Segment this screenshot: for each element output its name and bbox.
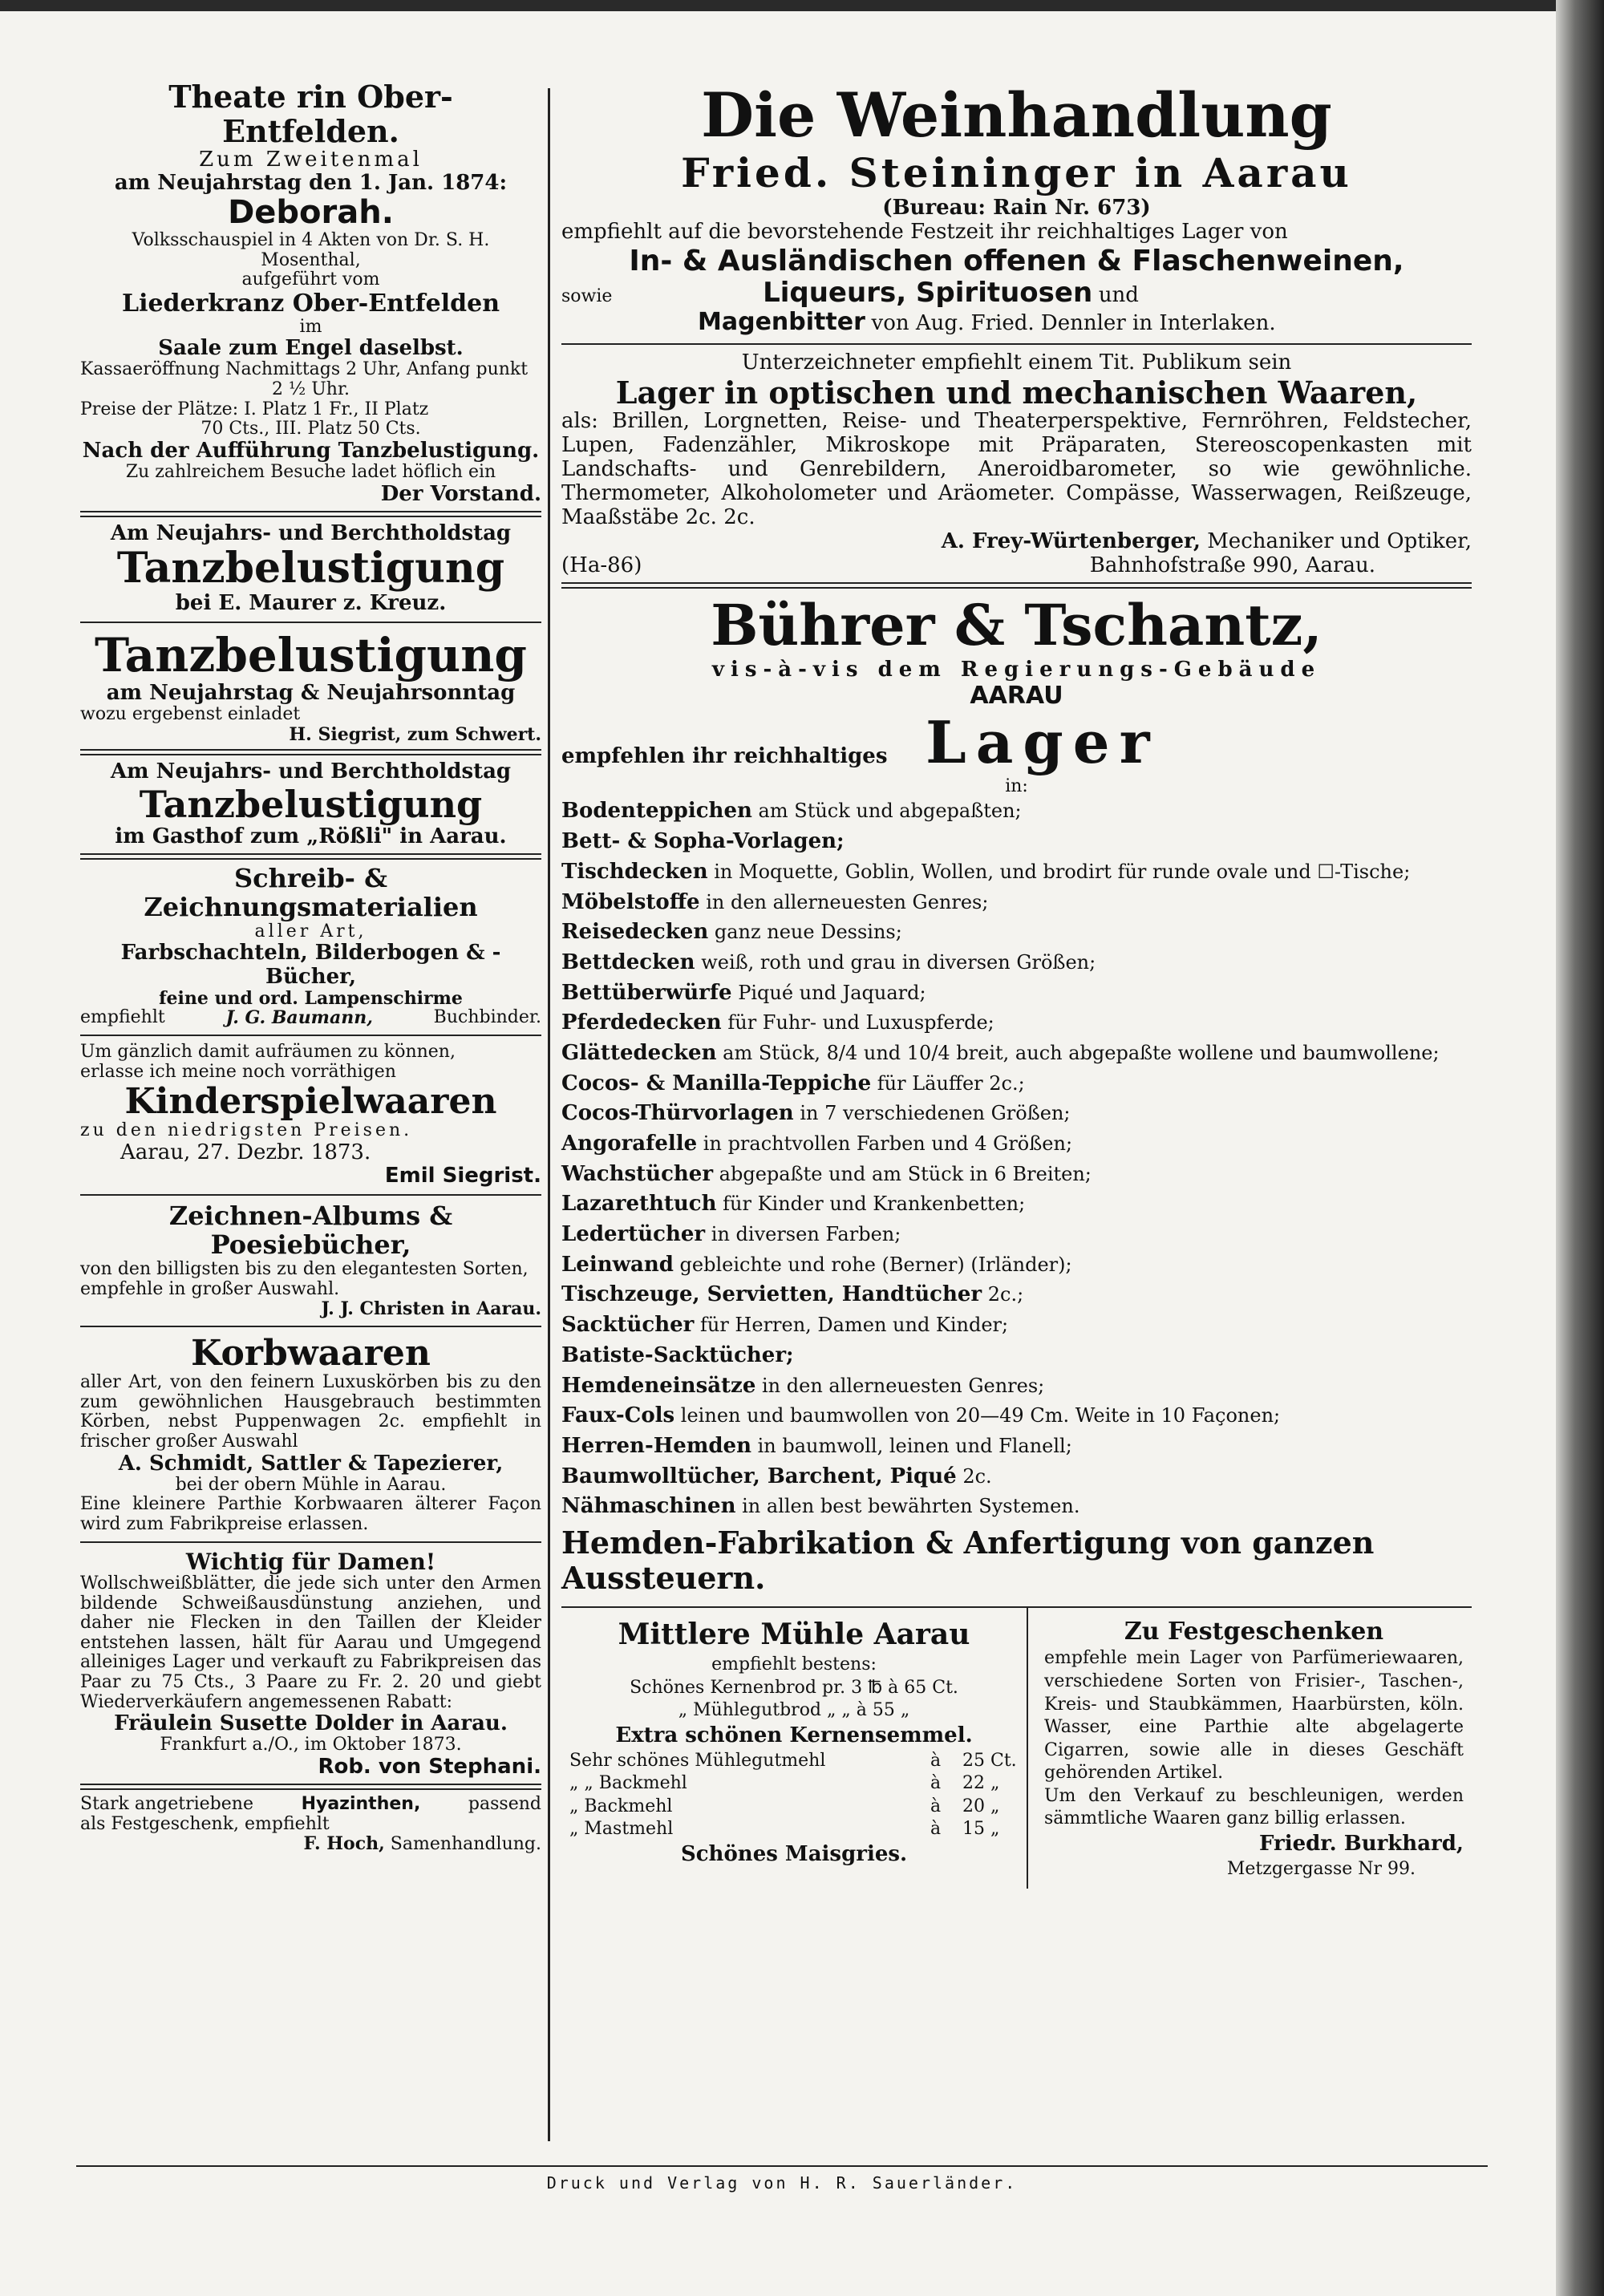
right-column xyxy=(561,80,1472,1889)
buehrer-footer: Hemden-Fabrikation & Anfertigung von ganzen Aussteuern. xyxy=(561,1524,1375,1596)
baskets-line2: Eine kleinere Parthie Korbwaaren älterer Façon wird zum Fabrikpreise erlassen. xyxy=(80,1494,541,1534)
baskets-line1: bei der obern Mühle in Aarau. xyxy=(175,1474,447,1495)
ad-baskets xyxy=(80,1334,541,1535)
separator xyxy=(80,1035,541,1036)
wine-office: (Bureau: Rain Nr. 673) xyxy=(882,195,1151,220)
list-item xyxy=(561,917,1472,948)
ad-gifts xyxy=(1028,1608,1472,1889)
list-item-text: für Herren, Damen und Kinder; xyxy=(694,1314,1009,1337)
list-item xyxy=(561,1371,1472,1402)
list-item xyxy=(561,948,1472,978)
gifts-sign: Friedr. Burkhard, xyxy=(1259,1832,1464,1857)
list-item-bold: Cocos-Thürvorlagen xyxy=(561,1101,794,1126)
theater-line1: Zum Zweitenmal xyxy=(199,148,423,172)
list-item-text: leinen und baumwollen von 20—49 Cm. Weite in 10 Façonen; xyxy=(674,1404,1281,1427)
list-item-bold: Lazarethtuch xyxy=(561,1192,717,1217)
ad-hyacinths xyxy=(80,1795,541,1855)
list-item xyxy=(561,1492,1472,1522)
list-item-bold: Nähmaschinen xyxy=(561,1494,736,1519)
theater-line8: 2 ½ Uhr. xyxy=(271,379,350,399)
separator xyxy=(561,582,1472,589)
list-item-bold: Faux-Cols xyxy=(561,1403,675,1428)
list-item-bold: Glättedecken xyxy=(561,1040,717,1065)
list-item xyxy=(561,1008,1472,1039)
albums-sign: J. J. Christen in Aarau. xyxy=(321,1298,541,1320)
wine-line3c: und xyxy=(1098,283,1139,308)
column-divider xyxy=(548,88,550,2141)
toys-line2: erlasse ich meine noch vorräthigen xyxy=(80,1061,396,1082)
table-cell: à xyxy=(930,1819,942,1840)
optics-text: als: Brillen, Lorgnetten, Reise- und Theaterperspektive, Fernröhren, Feldstecher, Lupen, Fadenzähler, Mikroskope mit Präparaten, Stereoscopenkasten mit Landschafts- und Genrebildern, Aneroidbarometer, so wie gewöhnliche. Thermometer, Alkoholometer und Aräometer. Compässe, Wasserwagen, Reißzeuge, Maaßstäbe 2c. 2c. xyxy=(561,409,1472,529)
theater-line10: 70 Cts., III. Platz 50 Cts. xyxy=(200,419,421,439)
separator xyxy=(80,1541,541,1543)
theater-line4: aufgeführt vom xyxy=(241,269,380,290)
page-binding xyxy=(1556,0,1604,2296)
hyacinths-signline xyxy=(80,1834,541,1855)
dance3-line2: im Gasthof zum „Rößli" in Aarau. xyxy=(115,824,507,849)
table-cell: „ „ Backmehl xyxy=(569,1773,687,1794)
list-item-bold: Wachstücher xyxy=(561,1161,714,1186)
stationery-line4c: Buchbinder. xyxy=(433,1007,541,1028)
stationery-title: Schreib- & Zeichnungsmaterialien xyxy=(144,863,478,922)
stationery-line4a: empfiehlt xyxy=(80,1007,165,1028)
wine-line1: empfiehlt auf die bevorstehende Festzeit ihr reichhaltiges Lager von xyxy=(561,219,1288,244)
separator xyxy=(80,1194,541,1196)
hyacinths-sign2: Samenhandlung. xyxy=(390,1834,541,1855)
toys-title: Kinderspielwaaren xyxy=(124,1081,497,1123)
list-item-text: für Fuhr- und Luxuspferde; xyxy=(721,1011,994,1035)
ad-wine xyxy=(561,80,1472,337)
buehrer-title: Bührer & Tschantz, xyxy=(711,592,1322,659)
optics-signline xyxy=(561,530,1472,554)
list-item xyxy=(561,978,1472,1009)
list-item-text: weiß, roth und grau in diversen Größen; xyxy=(695,950,1096,974)
ad-buehrer-tschantz xyxy=(561,593,1472,1595)
list-item xyxy=(561,1099,1472,1129)
list-item-text: in baumwoll, leinen und Flanell; xyxy=(751,1434,1072,1457)
baskets-sign: A. Schmidt, Sattler & Tapezierer, xyxy=(118,1451,504,1476)
buehrer-in: in: xyxy=(1005,776,1028,797)
wine-line4 xyxy=(561,309,1472,337)
list-item-bold: Batiste-Sacktücher; xyxy=(561,1342,794,1367)
table-cell: 15 „ xyxy=(962,1819,1000,1840)
list-item-bold: Möbelstoffe xyxy=(561,889,700,914)
separator xyxy=(80,1784,541,1790)
list-item-text: Piqué und Jaquard; xyxy=(731,981,926,1004)
list-item-text: am Stück, 8/4 und 10/4 breit, auch abgepaßte wollene und baumwollene; xyxy=(716,1041,1440,1064)
table-cell: à xyxy=(930,1773,942,1794)
toys-line1: Um gänzlich damit aufräumen zu können, xyxy=(80,1041,456,1062)
mill-line1: empfiehlt bestens: xyxy=(711,1654,877,1675)
list-item-bold: Bettüberwürfe xyxy=(561,980,732,1005)
gifts-title: Zu Festgeschenken xyxy=(1124,1618,1384,1646)
ad-theater xyxy=(80,80,541,506)
theater-line12: Zu zahlreichem Besuche ladet höflich ein xyxy=(125,461,496,482)
ad-albums xyxy=(80,1202,541,1319)
table-cell: 20 „ xyxy=(962,1796,1000,1816)
hyacinths-line1c: passend xyxy=(468,1794,541,1815)
list-item-bold: Ledertücher xyxy=(561,1222,706,1247)
list-item xyxy=(561,1129,1472,1160)
theater-line11: Nach der Aufführung Tanzbelustigung. xyxy=(82,438,540,463)
stationery-line4 xyxy=(80,1008,541,1028)
list-item-text: in 7 verschiedenen Größen; xyxy=(793,1102,1071,1125)
theater-line9: Preise der Plätze: I. Platz 1 Fr., II Platz xyxy=(80,399,429,419)
wine-line3b: Liqueurs, Spirituosen xyxy=(763,277,1093,310)
footer-imprint: Druck und Verlag von H. R. Sauerländer. xyxy=(546,2173,1018,2193)
toys-sign: Emil Siegrist. xyxy=(384,1164,541,1188)
theater-line7: Kassaeröffnung Nachmittags 2 Uhr, Anfang punkt xyxy=(80,359,529,380)
list-item-bold: Sacktücher xyxy=(561,1313,695,1338)
mill-last: Schönes Maisgries. xyxy=(680,1842,908,1867)
stationery-line3: feine und ord. Lampenschirme xyxy=(159,987,463,1009)
theater-sign: Der Vorstand. xyxy=(380,481,541,506)
toys-line3: zu den niedrigsten Preisen. xyxy=(80,1120,413,1141)
list-item-text: 2c. xyxy=(956,1464,992,1488)
list-item-bold: Angorafelle xyxy=(561,1132,698,1156)
wine-line2: In- & Ausländischen offenen & Flaschenweinen, xyxy=(629,244,1404,277)
list-item-bold: Reisedecken xyxy=(561,920,709,945)
list-item-bold: Herren-Hemden xyxy=(561,1433,751,1458)
left-column xyxy=(80,80,541,1855)
mill-row1: Schönes Kernenbrod pr. 3 ℔ à 65 Ct. xyxy=(630,1677,958,1698)
list-item-bold: Baumwolltücher, Barchent, Piqué xyxy=(561,1464,957,1488)
stationery-line1: aller Art, xyxy=(254,921,367,941)
separator xyxy=(80,511,541,517)
list-item xyxy=(561,1401,1472,1431)
table-cell: à xyxy=(930,1796,942,1816)
buehrer-line2: empfehlen ihr reichhaltiges xyxy=(561,744,888,769)
albums-line2: empfehle in großer Auswahl. xyxy=(80,1278,340,1299)
hyacinths-line1a: Stark angetriebene xyxy=(80,1794,253,1815)
buehrer-lager-row xyxy=(561,710,1472,776)
ladies-title: Wichtig für Damen! xyxy=(185,1548,436,1575)
dance3-line1: Am Neujahrs- und Berchtholdstag xyxy=(110,759,512,784)
list-item-text: in diversen Farben; xyxy=(705,1223,901,1246)
list-item xyxy=(561,796,1472,827)
gifts-text2: Um den Verkauf zu beschleunigen, werden sämmtliche Waaren ganz billig erlassen. xyxy=(1044,1785,1464,1829)
wine-name: Fried. Steininger in Aarau xyxy=(681,149,1352,197)
stationery-line2: Farbschachteln, Bilderbogen & -Bücher, xyxy=(120,941,501,989)
list-item-text: gebleichte und rohe (Berner) (Irländer); xyxy=(673,1253,1072,1276)
list-item-bold: Hemdeneinsätze xyxy=(561,1373,756,1398)
separator xyxy=(80,622,541,623)
list-item xyxy=(561,1431,1472,1462)
hyacinths-line1 xyxy=(80,1795,541,1815)
footer-rule xyxy=(76,2165,1488,2167)
ladies-sign: Rob. von Stephani. xyxy=(318,1755,541,1780)
optics-sign: A. Frey-Würtenberger, xyxy=(941,528,1201,553)
table-cell: 22 „ xyxy=(962,1773,1000,1794)
theater-line3: Volksschauspiel in 4 Akten von Dr. S. H. Mosenthal, xyxy=(132,230,490,270)
dance3-title: Tanzbelustigung xyxy=(139,782,483,826)
ad-dance-roessli xyxy=(80,760,541,848)
optics-line1: Unterzeichneter empfiehlt einem Tit. Publikum sein xyxy=(741,350,1292,375)
list-item-bold: Bodenteppichen xyxy=(561,799,752,824)
list-item xyxy=(561,1310,1472,1341)
optics-address: Bahnhofstraße 990, Aarau. xyxy=(1089,553,1375,577)
albums-line1: von den billigsten bis zu den elegantesten Sorten, xyxy=(80,1258,529,1279)
list-item xyxy=(561,1039,1472,1069)
dance2-title: Tanzbelustigung xyxy=(95,628,527,683)
list-item-text: am Stück und abgepaßten; xyxy=(751,800,1022,823)
list-item-bold: Cocos- & Manilla-Teppiche xyxy=(561,1071,872,1095)
list-item-text: in den allerneuesten Genres; xyxy=(699,890,989,913)
list-item xyxy=(561,1250,1472,1281)
table-cell: „ Backmehl xyxy=(569,1796,673,1816)
ad-dance-maurer xyxy=(80,522,541,615)
dance1-line2: bei E. Maurer z. Kreuz. xyxy=(175,591,447,615)
mill-price-table xyxy=(569,1750,1019,1841)
wine-line4b: von Aug. Fried. Dennler in Interlaken. xyxy=(871,311,1276,336)
table-cell: „ Mastmehl xyxy=(569,1819,674,1840)
list-item xyxy=(561,1280,1472,1310)
gifts-address: Metzgergasse Nr 99. xyxy=(1226,1858,1416,1879)
ad-stationery xyxy=(80,865,541,1028)
list-item-text: für Läuffer 2c.; xyxy=(871,1071,1025,1095)
list-item xyxy=(561,1220,1472,1250)
list-item-text: abgepaßte und am Stück in 6 Breiten; xyxy=(713,1162,1092,1185)
list-item xyxy=(561,857,1472,888)
separator xyxy=(561,343,1472,345)
baskets-text: aller Art, von den feinern Luxuskörben bis zu den zum gewöhnlichen Hausgebrauch bestimmten Körben, nebst Puppenwagen 2c. empfiehlt in frischer großer Auswahl xyxy=(80,1372,541,1452)
list-item-bold: Tischzeuge, Servietten, Handtücher xyxy=(561,1282,982,1307)
wine-line4a: Magenbitter xyxy=(698,308,865,337)
theater-line6: Saale zum Engel daselbst. xyxy=(158,336,464,361)
wine-line3a: sowie xyxy=(561,286,613,307)
wine-line3 xyxy=(561,277,1472,309)
list-item xyxy=(561,827,1472,857)
theater-line2: am Neujahrstag den 1. Jan. 1874: xyxy=(114,171,508,196)
buehrer-line1: vis-à-vis dem Regierungs-Gebäude xyxy=(711,657,1322,682)
dance2-line1: am Neujahrstag & Neujahrsonntag xyxy=(106,681,516,706)
optics-code: (Ha-86) xyxy=(561,553,642,577)
ad-ladies xyxy=(80,1549,541,1780)
list-item-bold: Bettdecken xyxy=(561,950,695,974)
dance2-sign: H. Siegrist, zum Schwert. xyxy=(289,723,541,745)
table-cell: Sehr schönes Mühlegutmehl xyxy=(569,1750,826,1771)
theater-play: Deborah. xyxy=(228,194,394,232)
separator xyxy=(80,1326,541,1327)
wine-title: Die Weinhandlung xyxy=(701,79,1332,151)
dance1-title: Tanzbelustigung xyxy=(116,543,505,593)
list-item-text: in den allerneuesten Genres; xyxy=(755,1374,1045,1397)
list-item-text: in allen best bewährten Systemen. xyxy=(735,1495,1080,1518)
ladies-line1: Frankfurt a./O., im Oktober 1873. xyxy=(160,1735,462,1755)
gifts-text: empfehle mein Lager von Parfümeriewaaren, verschiedene Sorten von Frisier-, Taschen-, Kreis- und Staubkämmen, Haarbürsten, köln. Wasser, eine Parthie alte abgelagerte Cigarren, sowie alle in dieses Geschäft gehörenden Artikel. xyxy=(1044,1648,1464,1784)
list-item xyxy=(561,1069,1472,1099)
table-cell: à xyxy=(930,1750,942,1771)
toys-line4: Aarau, 27. Dezbr. 1873. xyxy=(120,1140,371,1165)
list-item-text: für Kinder und Krankenbetten; xyxy=(716,1193,1026,1216)
buehrer-lager: Lager xyxy=(926,708,1160,777)
list-item xyxy=(561,1189,1472,1220)
theater-line5: im xyxy=(299,316,322,337)
list-item-text: 2c.; xyxy=(982,1283,1024,1306)
list-item xyxy=(561,1341,1472,1371)
list-item-bold: Tischdecken xyxy=(561,859,708,884)
bottom-ads xyxy=(561,1606,1472,1889)
buehrer-item-list xyxy=(561,796,1472,1522)
dance1-line1: Am Neujahrs- und Berchtholdstag xyxy=(110,520,512,545)
list-item-text: in Moquette, Goblin, Wollen, und brodirt für runde ovale und ☐-Tische; xyxy=(707,860,1411,883)
optics-title: Lager in optischen und mechanischen Waaren, xyxy=(615,374,1418,411)
top-edge xyxy=(0,0,1572,11)
list-item-bold: Bett- & Sopha-Vorlagen; xyxy=(561,829,845,854)
list-item-bold: Pferdedecken xyxy=(561,1010,722,1035)
baskets-title: Korbwaaren xyxy=(191,1332,431,1374)
mill-row2: „ Mühlegutbrod „ „ à 55 „ xyxy=(678,1700,910,1721)
ladies-text: Wollschweißblätter, die jede sich unter den Armen bildende Schweißausdünstung anziehen, und daher nie Flecken in den Taillen der Kleider entstehen lassen, hält für Aarau und Umgegend alleiniges Lager und verkauft zu Fabrikpreisen das Paar zu 75 Cts., 3 Paare zu Fr. 2. 20 und giebt Wiederverkäufern angemessenen Rabatt: xyxy=(80,1573,541,1712)
mill-title2: Extra schönen Kernensemmel. xyxy=(615,1723,973,1747)
stationery-line4b: J. G. Baumann, xyxy=(225,1007,373,1029)
dance2-line2: wozu ergebenst einladet xyxy=(80,704,301,725)
list-item xyxy=(561,1160,1472,1190)
list-item-text: ganz neue Dessins; xyxy=(708,921,902,944)
ad-mill xyxy=(561,1608,1028,1889)
list-item xyxy=(561,888,1472,918)
ad-toys xyxy=(80,1043,541,1188)
optics-bottom xyxy=(561,554,1472,578)
albums-title: Zeichnen-Albums & Poesiebücher, xyxy=(168,1201,453,1261)
list-item-text: in prachtvollen Farben und 4 Größen; xyxy=(697,1132,1073,1156)
optics-sign2: Mechaniker und Optiker, xyxy=(1207,528,1472,553)
separator xyxy=(80,749,541,755)
list-item xyxy=(561,1462,1472,1492)
ladies-shop: Fräulein Susette Dolder in Aarau. xyxy=(114,1711,508,1736)
ad-optics xyxy=(561,351,1472,578)
table-cell: 25 Ct. xyxy=(962,1750,1017,1771)
hyacinths-line2: als Festgeschenk, empfiehlt xyxy=(80,1813,330,1834)
hyacinths-sign: F. Hoch, xyxy=(303,1833,385,1855)
hyacinths-line1b: Hyazinthen, xyxy=(301,1794,421,1815)
ad-dance-siegrist xyxy=(80,630,541,744)
separator xyxy=(80,853,541,860)
theater-club: Liederkranz Ober-Entfelden xyxy=(121,289,500,318)
theater-title: Theate rin Ober-Entfelden. xyxy=(168,79,453,149)
mill-title: Mittlere Mühle Aarau xyxy=(618,1618,970,1652)
buehrer-city: AARAU xyxy=(970,681,1063,710)
list-item-bold: Leinwand xyxy=(561,1252,674,1277)
